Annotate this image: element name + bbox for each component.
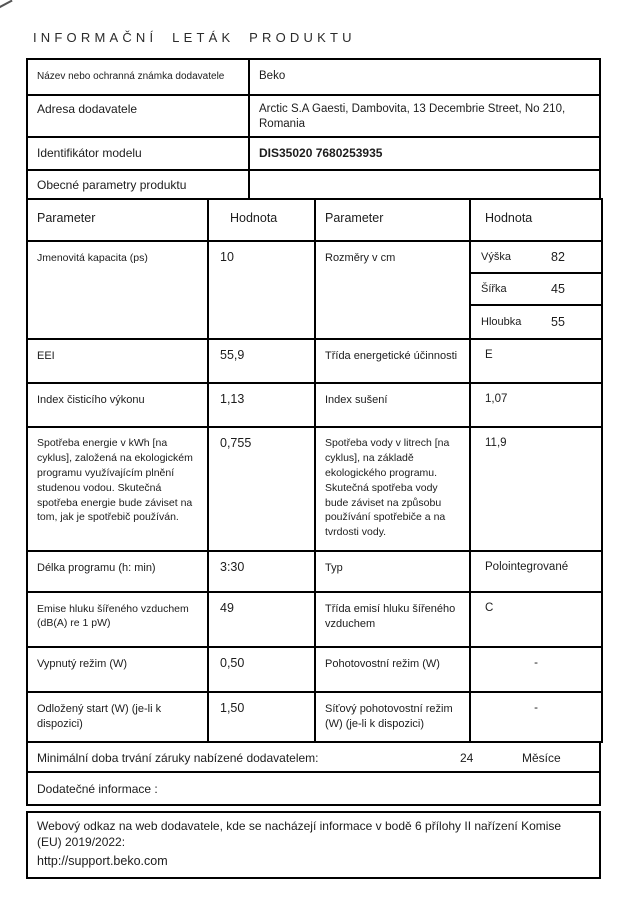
standby-mode-label: Pohotovostní režim (W) [315,647,470,692]
water-consumption-value: 11,9 [470,427,602,551]
guarantee-label: Minimální doba trvání záruky nabízené dodavatelem: [37,750,319,765]
depth-label: Hloubka [481,315,522,328]
dimension-row-width [471,274,601,306]
supplier-table [26,58,601,200]
noise-emission-label: Emise hluku šířeného vzduchem (dB(A) re 1 pW) [27,592,208,647]
networked-standby-value: - [470,692,602,742]
supplier-address-value: Arctic S.A Gaesti, Dambovita, 13 Decembrie Street, No 210, Romania [249,95,600,137]
table-row [27,772,600,805]
model-id-label: Identifikátor modelu [27,137,249,170]
guarantee-unit: Měsíce [522,750,561,765]
header-row [27,199,602,241]
weblink-box [26,811,601,880]
cleaning-index-label: Index čisticího výkonu [27,383,208,427]
delayed-start-label: Odložený start (W) (je-li k dispozici) [27,692,208,742]
noise-class-value: C [470,592,602,647]
depth-value: 55 [551,314,565,329]
program-duration-label: Délka programu (h: min) [27,551,208,592]
table-row [27,647,602,692]
table-row [27,551,602,592]
off-mode-value: 0,50 [208,647,315,692]
table-row [27,592,602,647]
standby-mode-value: - [470,647,602,692]
table-row [27,427,602,551]
table-row [27,95,600,137]
off-mode-label: Vypnutý režim (W) [27,647,208,692]
dimension-row-depth [471,306,601,338]
dimensions-label: Rozměry v cm [315,241,470,339]
width-value: 45 [551,281,565,296]
table-row [27,59,600,95]
table-row [27,339,602,383]
dimension-row-height [471,242,601,274]
dimensions-subtable [470,241,602,339]
cleaning-index-value: 1,13 [208,383,315,427]
general-params-label: Obecné parametry produktu [27,170,249,199]
type-value: Polointegrované [470,551,602,592]
header-value-right: Hodnota [470,199,602,241]
table-row [27,241,602,339]
noise-class-label: Třída emisí hluku šířeného vzduchem [315,592,470,647]
guarantee-value: 24 [460,750,474,765]
page-title: INFORMAČNÍ LETÁK PRODUKTU [33,30,356,45]
header-parameter-right: Parameter [315,199,470,241]
networked-standby-label: Síťový pohotovostní režim (W) (je-li k dispozici) [315,692,470,742]
height-value: 82 [551,249,565,264]
table-row [27,692,602,742]
eei-label: EEI [27,339,208,383]
additional-info-label: Dodatečné informace : [27,772,600,805]
guarantee-row [27,742,600,772]
table-row [27,383,602,427]
water-consumption-label: Spotřeba vody v litrech [na cyklus], na základě ekologického programu. Skutečná spotřeba vody bude záviset na způsobu používání spotřebiče a na tvrdosti vody. [315,427,470,551]
corner-mark [0,0,13,9]
energy-class-label: Třída energetické účinnosti [315,339,470,383]
table-row [27,742,600,772]
energy-class-value: E [470,339,602,383]
table-row [27,170,600,199]
supplier-address-label: Adresa dodavatele [27,95,249,137]
type-label: Typ [315,551,470,592]
supplier-name-label: Název nebo ochranná známka dodavatele [27,59,249,95]
energy-consumption-value: 0,755 [208,427,315,551]
drying-index-value: 1,07 [470,383,602,427]
energy-consumption-label: Spotřeba energie v kWh [na cyklus], založená na ekologickém programu využívajícím plnění studenou vodou. Skutečná spotřeba energie bude záviset na tom, jak je spotřebič používán. [27,427,208,551]
noise-emission-value: 49 [208,592,315,647]
height-label: Výška [481,250,511,263]
delayed-start-value: 1,50 [208,692,315,742]
header-parameter-left: Parameter [27,199,208,241]
drying-index-label: Index sušení [315,383,470,427]
table-row [27,137,600,170]
weblink-text: Webový odkaz na web dodavatele, kde se nacházejí informace v bodě 6 přílohy II nařízení Komise (EU) 2019/2022: [37,818,562,849]
width-label: Šířka [481,282,507,295]
supplier-website-link[interactable]: http://support.beko.com [37,853,168,868]
model-id-value: DIS35020 7680253935 [249,137,600,170]
header-value-left: Hodnota [208,199,315,241]
supplier-name-value: Beko [249,59,600,95]
product-sheet [26,58,601,879]
eei-value: 55,9 [208,339,315,383]
footer-table [26,741,601,806]
general-params-value [249,170,600,199]
capacity-value: 10 [208,241,315,339]
parameter-table [26,198,603,743]
capacity-label: Jmenovitá kapacita (ps) [27,241,208,339]
program-duration-value: 3:30 [208,551,315,592]
